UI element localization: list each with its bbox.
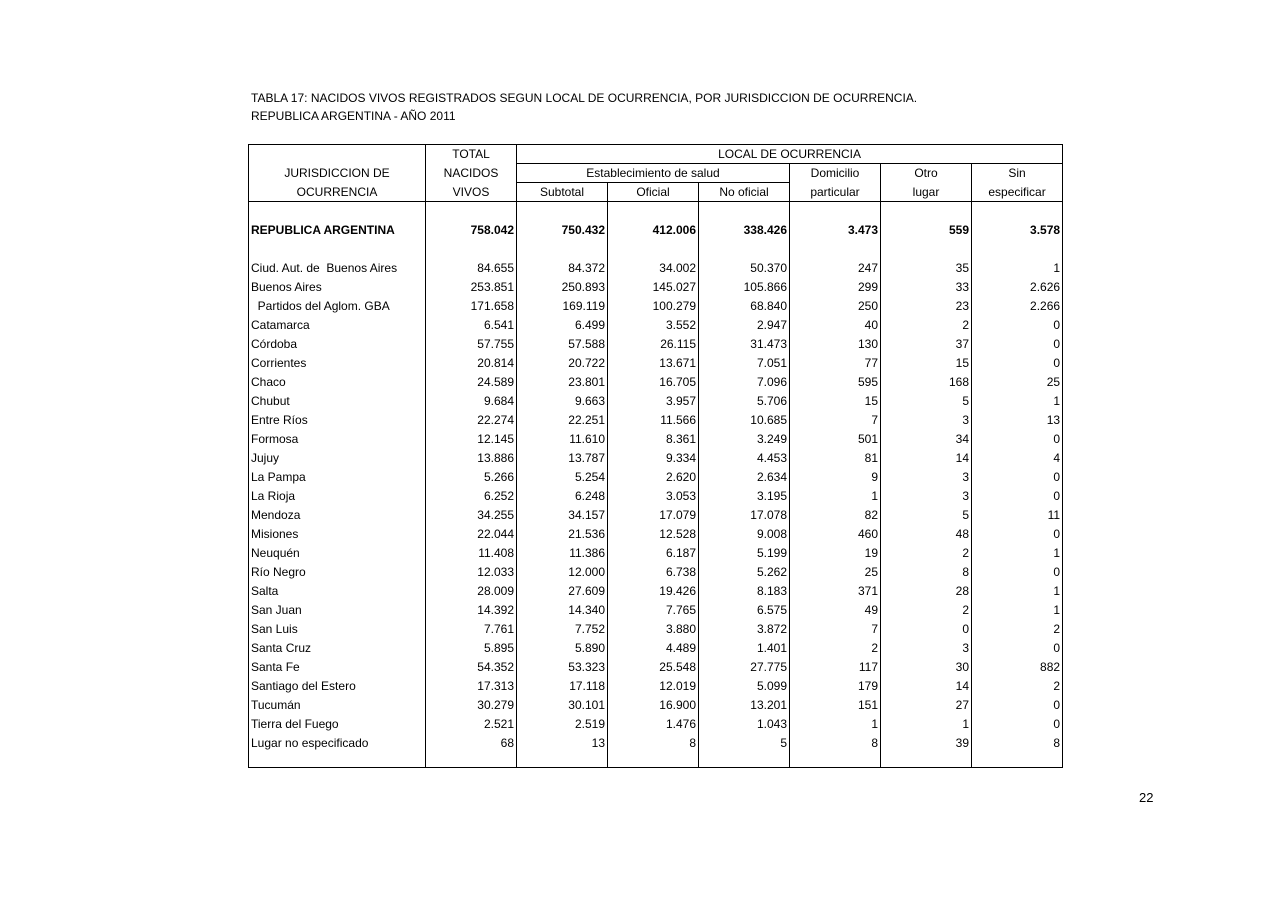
value-cell: 26.115 [608,335,699,354]
value-cell: 2 [972,677,1063,696]
value-cell: 253.851 [426,278,517,297]
table-subtitle: REPUBLICA ARGENTINA - AÑO 2011 [251,109,456,123]
jurisdiccion-cell: Misiones [251,527,299,541]
value-cell: 24.589 [426,373,517,392]
value-cell: 0 [972,487,1063,506]
value-cell: 1 [790,487,881,506]
spacer-cell [699,753,790,768]
value-cell: 501 [790,430,881,449]
value-cell: 30.101 [517,696,608,715]
value-cell: 0 [972,335,1063,354]
spacer-cell [608,202,699,222]
value-cell: 12.033 [426,563,517,582]
value-cell: 8.361 [608,430,699,449]
table-row [249,734,1063,753]
value-cell: 0 [972,468,1063,487]
value-cell: 412.006 [608,221,699,240]
value-cell: 7.752 [517,620,608,639]
spacer-cell [249,753,426,768]
jurisdiccion-cell: Partidos del Aglom. GBA [251,299,390,313]
value-cell: 30.279 [426,696,517,715]
table-row [249,639,1063,658]
value-cell: 169.119 [517,297,608,316]
value-cell: 8 [790,734,881,753]
value-cell: 171.658 [426,297,517,316]
value-cell: 2 [790,639,881,658]
value-cell: 7.765 [608,601,699,620]
value-cell: 179 [790,677,881,696]
value-cell: 7.761 [426,620,517,639]
value-cell: 2 [881,316,972,335]
value-cell: 750.432 [517,221,608,240]
value-cell: 6.738 [608,563,699,582]
value-cell: 11.610 [517,430,608,449]
header-domicilio-line2: particular [790,183,881,202]
value-cell: 17.313 [426,677,517,696]
value-cell: 13.787 [517,449,608,468]
jurisdiccion-cell: Santa Fe [251,660,300,674]
table-row [249,525,1063,544]
value-cell: 3.552 [608,316,699,335]
value-cell: 7 [790,411,881,430]
value-cell: 12.019 [608,677,699,696]
spacer-cell [517,753,608,768]
value-cell: 595 [790,373,881,392]
value-cell: 0 [972,354,1063,373]
value-cell: 30 [881,658,972,677]
value-cell: 0 [881,620,972,639]
value-cell: 1 [972,582,1063,601]
header-total-line2: NACIDOS [426,164,517,183]
jurisdiccion-cell: Santiago del Estero [251,679,356,693]
value-cell: 371 [790,582,881,601]
value-cell: 27.775 [699,658,790,677]
value-cell: 11.386 [517,544,608,563]
value-cell: 3.880 [608,620,699,639]
header-establecimiento: Establecimiento de salud [517,164,790,183]
value-cell: 3 [881,411,972,430]
value-cell: 68 [426,734,517,753]
value-cell: 0 [972,715,1063,734]
value-cell: 25 [790,563,881,582]
value-cell: 12.145 [426,430,517,449]
value-cell: 12.528 [608,525,699,544]
value-cell: 130 [790,335,881,354]
value-cell: 1.476 [608,715,699,734]
value-cell: 13 [972,411,1063,430]
value-cell: 2.947 [699,316,790,335]
jurisdiccion-cell: Mendoza [251,508,301,522]
spacer-cell [881,753,972,768]
value-cell: 8 [972,734,1063,753]
value-cell: 14 [881,449,972,468]
table-row [249,696,1063,715]
value-cell: 27.609 [517,582,608,601]
jurisdiccion-cell: Ciud. Aut. de Buenos Aires [251,261,398,275]
table-row [249,373,1063,392]
value-cell: 22.251 [517,411,608,430]
value-cell: 17.118 [517,677,608,696]
value-cell: 16.705 [608,373,699,392]
jurisdiccion-cell: Corrientes [251,356,307,370]
spacer-row [249,202,1063,222]
jurisdiccion-cell: San Luis [251,622,298,636]
value-cell: 4.489 [608,639,699,658]
value-cell: 3.195 [699,487,790,506]
value-cell: 2.626 [972,278,1063,297]
value-cell: 1.401 [699,639,790,658]
value-cell: 2.620 [608,468,699,487]
jurisdiccion-cell: Tucumán [251,698,301,712]
value-cell: 338.426 [699,221,790,240]
table-body [249,202,1063,768]
jurisdiccion-cell: Neuquén [251,546,300,560]
value-cell: 6.187 [608,544,699,563]
value-cell: 4.453 [699,449,790,468]
spacer-cell [517,240,608,259]
value-cell: 299 [790,278,881,297]
page-number: 22 [1139,790,1154,805]
spacer-cell [608,753,699,768]
spacer-cell [608,240,699,259]
value-cell: 5.262 [699,563,790,582]
table-title: TABLA 17: NACIDOS VIVOS REGISTRADOS SEGUN LOCAL DE OCURRENCIA, POR JURISDICCION DE OCURRENCIA. [251,91,918,105]
table-row [249,449,1063,468]
value-cell: 49 [790,601,881,620]
value-cell: 39 [881,734,972,753]
table-row [249,715,1063,734]
value-cell: 5.890 [517,639,608,658]
table-row [249,392,1063,411]
value-cell: 9.663 [517,392,608,411]
value-cell: 6.541 [426,316,517,335]
value-cell: 0 [972,563,1063,582]
value-cell: 25.548 [608,658,699,677]
jurisdiccion-cell: Jujuy [251,451,280,465]
value-cell: 19 [790,544,881,563]
value-cell: 1 [972,392,1063,411]
value-cell: 13.201 [699,696,790,715]
spacer-cell [972,753,1063,768]
value-cell: 3.872 [699,620,790,639]
header-jurisdiccion-line1: JURISDICCION DE [284,166,390,180]
spacer-cell [426,202,517,222]
value-cell: 3.249 [699,430,790,449]
value-cell: 4 [972,449,1063,468]
header-domicilio-line1: Domicilio [790,164,881,183]
value-cell: 117 [790,658,881,677]
value-cell: 20.722 [517,354,608,373]
value-cell: 37 [881,335,972,354]
value-cell: 8 [881,563,972,582]
value-cell: 1.043 [699,715,790,734]
value-cell: 14 [881,677,972,696]
value-cell: 20.814 [426,354,517,373]
header-jurisdiccion-spacer [249,145,426,164]
value-cell: 11.566 [608,411,699,430]
value-cell: 11.408 [426,544,517,563]
value-cell: 9.008 [699,525,790,544]
table-row [249,259,1063,278]
header-otro-line2: lugar [881,183,972,202]
value-cell: 17.079 [608,506,699,525]
value-cell: 9.334 [608,449,699,468]
spacer-cell [790,202,881,222]
value-cell: 23.801 [517,373,608,392]
value-cell: 2 [881,544,972,563]
value-cell: 1 [972,601,1063,620]
spacer-cell [426,240,517,259]
jurisdiccion-cell: Catamarca [251,318,310,332]
value-cell: 2.521 [426,715,517,734]
value-cell: 5.895 [426,639,517,658]
value-cell: 15 [881,354,972,373]
value-cell: 53.323 [517,658,608,677]
value-cell: 31.473 [699,335,790,354]
value-cell: 48 [881,525,972,544]
value-cell: 27 [881,696,972,715]
value-cell: 17.078 [699,506,790,525]
table-row [249,354,1063,373]
value-cell: 57.588 [517,335,608,354]
table-row [249,487,1063,506]
value-cell: 13 [517,734,608,753]
value-cell: 34.157 [517,506,608,525]
value-cell: 3.473 [790,221,881,240]
header-total-line1: TOTAL [426,145,517,164]
value-cell: 11 [972,506,1063,525]
spacer-cell [972,202,1063,222]
header-total-line3: VIVOS [426,183,517,202]
table-row [249,316,1063,335]
header-no-oficial: No oficial [699,183,790,202]
table-row [249,658,1063,677]
value-cell: 9.684 [426,392,517,411]
jurisdiccion-cell: Salta [251,584,279,598]
spacer-cell [881,240,972,259]
value-cell: 5.099 [699,677,790,696]
table-row [249,335,1063,354]
value-cell: 5 [699,734,790,753]
value-cell: 50.370 [699,259,790,278]
value-cell: 559 [881,221,972,240]
value-cell: 3.578 [972,221,1063,240]
table-row [249,544,1063,563]
value-cell: 7 [790,620,881,639]
spacer-row [249,753,1063,768]
value-cell: 5 [881,506,972,525]
value-cell: 14.340 [517,601,608,620]
value-cell: 100.279 [608,297,699,316]
value-cell: 5.199 [699,544,790,563]
value-cell: 34 [881,430,972,449]
value-cell: 57.755 [426,335,517,354]
spacer-cell [881,202,972,222]
spacer-cell [426,753,517,768]
value-cell: 12.000 [517,563,608,582]
value-cell: 3 [881,487,972,506]
table-row [249,582,1063,601]
jurisdiccion-cell: Buenos Aires [251,280,322,294]
value-cell: 1 [881,715,972,734]
jurisdiccion-cell: Chaco [251,375,286,389]
value-cell: 22.044 [426,525,517,544]
table-row [249,563,1063,582]
value-cell: 3 [881,639,972,658]
value-cell: 16.900 [608,696,699,715]
value-cell: 84.372 [517,259,608,278]
jurisdiccion-cell: Entre Ríos [251,413,308,427]
value-cell: 247 [790,259,881,278]
table-row [249,278,1063,297]
value-cell: 84.655 [426,259,517,278]
spacer-cell [249,240,426,259]
value-cell: 9 [790,468,881,487]
jurisdiccion-cell: Chubut [251,394,290,408]
value-cell: 6.252 [426,487,517,506]
jurisdiccion-cell: Tierra del Fuego [251,717,339,731]
births-table [248,144,1063,768]
value-cell: 82 [790,506,881,525]
value-cell: 40 [790,316,881,335]
header-oficial: Oficial [608,183,699,202]
table-row [249,430,1063,449]
value-cell: 0 [972,430,1063,449]
header-jurisdiccion-line2: OCURRENCIA [249,183,426,202]
jurisdiccion-cell: La Pampa [251,470,306,484]
value-cell: 7.096 [699,373,790,392]
header-sin-line2: especificar [972,183,1063,202]
value-cell: 1 [972,259,1063,278]
jurisdiccion-cell: Río Negro [251,565,306,579]
spacer-cell [517,202,608,222]
table-row [249,620,1063,639]
value-cell: 6.248 [517,487,608,506]
value-cell: 0 [972,525,1063,544]
header-subtotal: Subtotal [517,183,608,202]
spacer-cell [699,240,790,259]
table-row [249,601,1063,620]
value-cell: 3.957 [608,392,699,411]
table-row [249,677,1063,696]
spacer-cell [790,753,881,768]
value-cell: 758.042 [426,221,517,240]
value-cell: 168 [881,373,972,392]
value-cell: 5 [881,392,972,411]
value-cell: 68.840 [699,297,790,316]
value-cell: 460 [790,525,881,544]
value-cell: 34.002 [608,259,699,278]
table-row [249,468,1063,487]
value-cell: 8.183 [699,582,790,601]
header-sin-line1: Sin [972,164,1063,183]
value-cell: 250.893 [517,278,608,297]
value-cell: 1 [972,544,1063,563]
value-cell: 13.886 [426,449,517,468]
value-cell: 14.392 [426,601,517,620]
value-cell: 2.519 [517,715,608,734]
spacer-cell [249,202,426,222]
value-cell: 13.671 [608,354,699,373]
value-cell: 54.352 [426,658,517,677]
jurisdiccion-cell: La Rioja [251,489,296,503]
value-cell: 19.426 [608,582,699,601]
value-cell: 3.053 [608,487,699,506]
value-cell: 6.499 [517,316,608,335]
table-row [249,411,1063,430]
value-cell: 5.266 [426,468,517,487]
value-cell: 2 [972,620,1063,639]
value-cell: 0 [972,316,1063,335]
value-cell: 105.866 [699,278,790,297]
value-cell: 2.266 [972,297,1063,316]
value-cell: 2 [881,601,972,620]
value-cell: 15 [790,392,881,411]
value-cell: 22.274 [426,411,517,430]
jurisdiccion-cell: San Juan [251,603,302,617]
value-cell: 7.051 [699,354,790,373]
table-row [249,506,1063,525]
jurisdiccion-cell: REPUBLICA ARGENTINA [251,223,395,237]
value-cell: 28.009 [426,582,517,601]
jurisdiccion-cell: Formosa [251,432,299,446]
value-cell: 2.634 [699,468,790,487]
value-cell: 882 [972,658,1063,677]
value-cell: 35 [881,259,972,278]
value-cell: 28 [881,582,972,601]
value-cell: 3 [881,468,972,487]
jurisdiccion-cell: Santa Cruz [251,641,312,655]
value-cell: 0 [972,639,1063,658]
header-local-ocurrencia: LOCAL DE OCURRENCIA [517,145,1063,164]
value-cell: 34.255 [426,506,517,525]
header-otro-line1: Otro [881,164,972,183]
jurisdiccion-cell: Córdoba [251,337,298,351]
total-row [249,221,1063,240]
value-cell: 10.685 [699,411,790,430]
spacer-cell [790,240,881,259]
value-cell: 25 [972,373,1063,392]
table-row [249,297,1063,316]
spacer-row [249,240,1063,259]
jurisdiccion-cell: Lugar no especificado [251,736,369,750]
value-cell: 81 [790,449,881,468]
value-cell: 5.254 [517,468,608,487]
value-cell: 8 [608,734,699,753]
value-cell: 0 [972,696,1063,715]
value-cell: 250 [790,297,881,316]
value-cell: 1 [790,715,881,734]
value-cell: 21.536 [517,525,608,544]
value-cell: 33 [881,278,972,297]
value-cell: 145.027 [608,278,699,297]
value-cell: 5.706 [699,392,790,411]
spacer-cell [972,240,1063,259]
value-cell: 6.575 [699,601,790,620]
spacer-cell [699,202,790,222]
value-cell: 77 [790,354,881,373]
value-cell: 23 [881,297,972,316]
value-cell: 151 [790,696,881,715]
